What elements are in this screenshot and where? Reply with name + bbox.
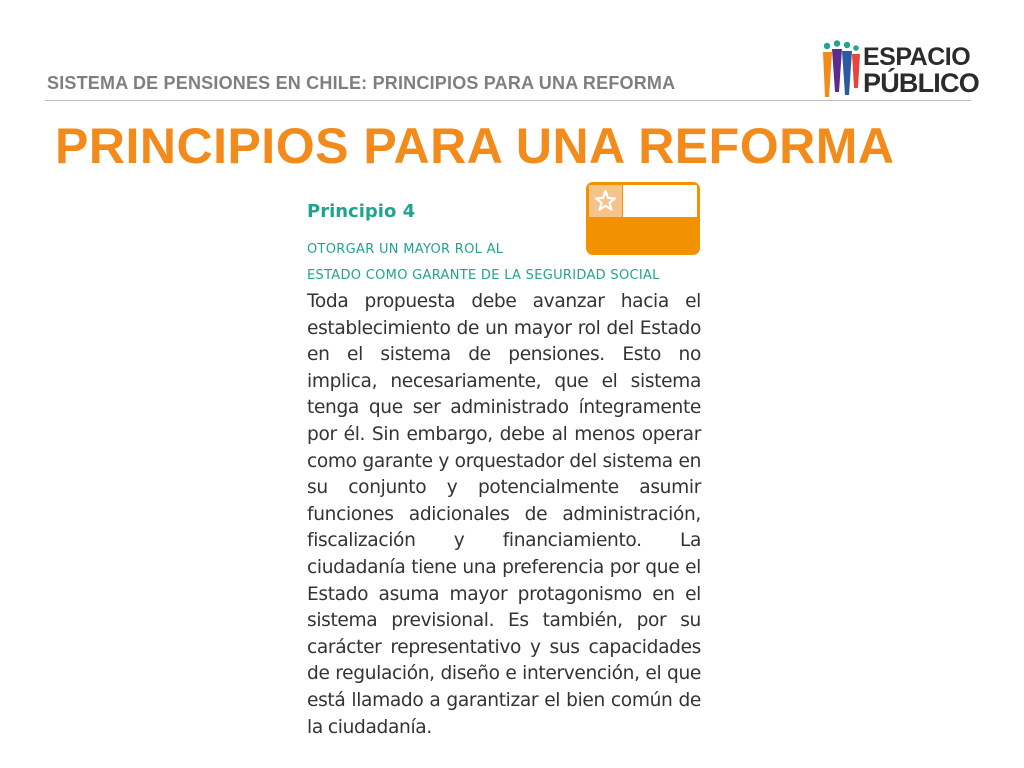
principle-heading: Principio 4 — [307, 201, 416, 222]
principle-subheading-line1: OTORGAR UN MAYOR ROL AL — [307, 242, 504, 257]
principle-body-text: Toda propuesta debe avanzar hacia el establecimiento de un mayor rol del Estado en el sistema de pensiones. Esto no implica, necesariamente, que el sistema tenga que ser administrado íntegramente por él. Sin embargo, debe al menos operar como garante y orquestador del sistema en su conjunto y potencialmente asumir funciones adicionales de administración, fiscalización y financiamiento. La ciudadanía tiene una preferencia por que el Estado asuma mayor protagonismo en el sistema previsional. Es también, por su carácter representativo y sus capacidades de regulación, diseño e intervención, el que está llamado a garantizar el bien común de la ciudadanía. — [307, 291, 701, 738]
chile-flag-icon — [585, 181, 701, 256]
logo-wordmark-line1: ESPACIO — [863, 43, 971, 71]
header-divider — [45, 100, 971, 101]
espacio-publico-logo — [820, 40, 979, 100]
people-figures-icon — [820, 40, 862, 100]
logo-wordmark-line2: PÚBLICO — [863, 68, 979, 98]
slide-title: PRINCIPIOS PARA UNA REFORMA — [55, 118, 895, 174]
header-subtitle: SISTEMA DE PENSIONES EN CHILE: PRINCIPIOS PARA UNA REFORMA — [47, 73, 676, 93]
principle-subheading-line2: ESTADO COMO GARANTE DE LA SEGURIDAD SOCIAL — [307, 268, 660, 283]
